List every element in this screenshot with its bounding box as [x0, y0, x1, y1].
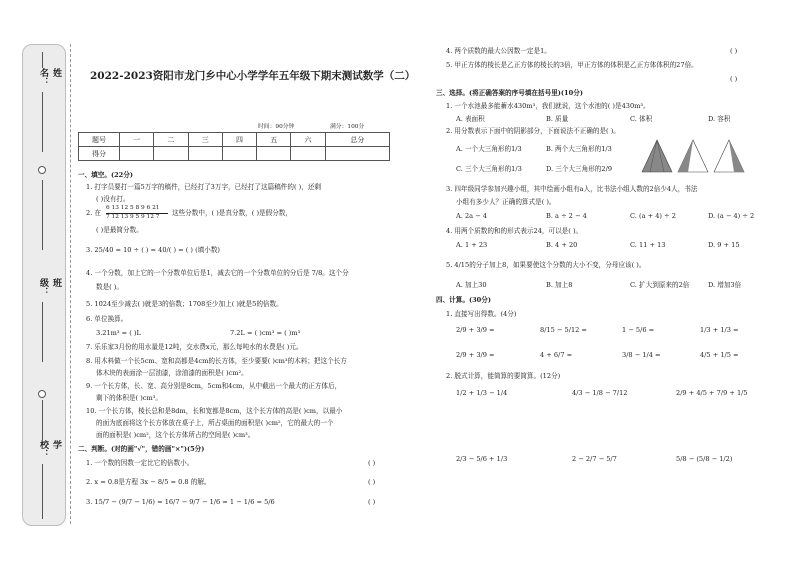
- question-4-cont: 数是( )。: [96, 283, 124, 291]
- choice-1-option-d[interactable]: D. 容积: [708, 115, 731, 123]
- score-header: 一: [120, 133, 154, 147]
- score-header: 四: [222, 133, 256, 147]
- calc-1-item: 8/15 − 5/12 =: [540, 326, 587, 334]
- question-10-cont: 的面为底面将这个长方体放在桌子上，所占桌面的面积是( )cm²，它的最大的一个: [96, 419, 334, 427]
- score-cell[interactable]: [188, 147, 222, 161]
- question-6a: 3.21m³ = ( )L: [96, 329, 141, 337]
- score-table: [78, 132, 390, 161]
- judge-3-answer[interactable]: ( ): [368, 498, 376, 506]
- question-2-prefix: 2. 在: [86, 209, 101, 217]
- choice-5: 5. 4/15的分子加上8，如果要使这个分数的大小不变，分母应该( )。: [446, 261, 646, 269]
- choice-2: 2. 用分数表示下面中的阴影部分，下面说法不正确的是( )。: [446, 127, 620, 135]
- question-6: 6. 单位换算。: [86, 315, 128, 323]
- choice-4-option-a[interactable]: A. 1 + 23: [456, 241, 488, 249]
- calc-1-item: 2/9 + 3/9 =: [456, 351, 495, 359]
- choice-2-option-c[interactable]: C. 三个大三角形的1/3: [456, 165, 522, 173]
- score-cell[interactable]: [154, 147, 188, 161]
- school-label: 学校：: [38, 440, 61, 458]
- score-cell[interactable]: [120, 147, 154, 161]
- score-header: 题号: [79, 133, 120, 147]
- section-calc-heading: 四、计算。(30分): [436, 296, 491, 304]
- choice-5-option-b[interactable]: B. 加上8: [546, 281, 573, 289]
- cut-line: [70, 44, 71, 524]
- calc-1-item: 1 − 5/6 =: [622, 326, 655, 334]
- score-cell[interactable]: [291, 147, 325, 161]
- choice-3-option-a[interactable]: A. 2a − 4: [456, 212, 487, 220]
- calc-2-item: 2/9 + 4/5 + 7/9 + 1/5: [676, 389, 748, 397]
- judge-5: 5. 甲正方体的棱长是乙正方体的棱长的3倍，甲正方体的体积是乙正方体体积的27倍。: [446, 61, 698, 69]
- choice-3-cont: 小组有多少人？正确的算式是( )。: [456, 198, 556, 206]
- judge-1: 1. 一个数的因数一定比它的倍数小。: [86, 459, 194, 467]
- calc-1: 1. 直接写出得数。(4分): [446, 310, 517, 318]
- name-field-line[interactable]: [42, 92, 43, 152]
- question-2-denominators: 7 12 13 9 5 9 12 7: [106, 214, 160, 220]
- class-field-line[interactable]: [42, 302, 43, 362]
- score-header: 五: [257, 133, 291, 147]
- question-3: 3. 25/40 = 10 ÷ ( ) = 40/( ) = ( ) (填小数): [86, 246, 221, 254]
- score-cell[interactable]: [257, 147, 291, 161]
- strip-line: [42, 400, 43, 440]
- score-header: 三: [188, 133, 222, 147]
- strip-line: [42, 180, 43, 250]
- score-row: [79, 147, 390, 161]
- question-9-cont: 剩下的体积是( )cm³。: [96, 394, 162, 402]
- page-title: 2022-2023资阳市龙门乡中心小学学年五年级下期末测试数学（二）: [90, 70, 416, 82]
- score-header: 总分: [325, 133, 389, 147]
- choice-1-option-c[interactable]: C. 体积: [630, 115, 653, 123]
- choice-3-option-d[interactable]: D. (a − 4) ÷ 2: [708, 212, 755, 220]
- score-cell[interactable]: [325, 147, 389, 161]
- score-header: 六: [291, 133, 325, 147]
- question-2-cont: ( )是最简分数。: [96, 226, 143, 234]
- calc-2-item: 5/8 − (5/8 − 1/2): [676, 455, 733, 463]
- question-1: 1. 打字员要打一篇5万字的稿件，已经打了3万字，已经打了这篇稿件的( )，还剩: [86, 183, 322, 191]
- choice-5-option-d[interactable]: D. 增加3倍: [708, 281, 742, 289]
- judge-1-answer[interactable]: ( ): [368, 459, 376, 467]
- question-7: 7. 乐乐家3月份的用水量是12吨，交水费x元，那么每吨水的水费是( )元。: [86, 343, 303, 351]
- binding-hole: [38, 166, 46, 174]
- choice-3-option-c[interactable]: C. (a + 4) ÷ 2: [630, 212, 676, 220]
- judge-2-answer[interactable]: ( ): [368, 478, 376, 486]
- score-cell[interactable]: [222, 147, 256, 161]
- calc-2-item: 1/2 + 1/3 − 1/4: [456, 389, 508, 397]
- choice-2-option-a[interactable]: A. 一个大三角形的1/3: [456, 145, 522, 153]
- question-8-cont: 体木块的表面涂一层油漆，涂油漆的面积是( )cm²。: [96, 369, 248, 377]
- judge-4: 4. 两个质数的最大公因数一定是1。: [446, 47, 551, 55]
- choice-1-option-a[interactable]: A. 表面积: [456, 115, 485, 123]
- shaded-triangle: [642, 140, 672, 172]
- calc-2-item: 4/3 − 1/8 − 7/12: [572, 389, 628, 397]
- question-10-cont2: 面的面积是( )cm²，这个长方体所占的空间是( )cm³。: [96, 431, 255, 439]
- calc-1-item: 4/5 + 1/5 =: [700, 351, 739, 359]
- choice-5-option-c[interactable]: C. 扩大到原来的2倍: [630, 281, 690, 289]
- section-choice-heading: 三、选择。(将正确答案的序号填在括号里)(10分): [436, 89, 583, 97]
- choice-4-option-d[interactable]: D. 9 + 15: [708, 241, 740, 249]
- choice-2-option-d[interactable]: D. 三个大三角形的2/9: [546, 165, 613, 173]
- judge-3: 3. 15/7 − (9/7 − 1/6) = 16/7 − 9/7 − 1/6 = 1 − 1/6 = 5/6: [86, 498, 275, 506]
- time-limit: 时间：90分钟: [258, 124, 295, 130]
- triangles-figure: [640, 138, 750, 174]
- choice-3-option-b[interactable]: B. a ÷ 2 − 4: [546, 212, 587, 220]
- choice-1: 1. 一个水池最多能蓄水430m³，我们就说，这个水池的( )是430m³。: [446, 102, 650, 110]
- choice-3: 3. 四年级同学参加兴趣小组，其中绘画小组有a人，比书法小组人数的2倍少4人，书法: [446, 185, 698, 193]
- calc-2-item: 2 − 2/7 − 5/7: [572, 455, 617, 463]
- question-4: 4. 一个分数，加上它的一个分数单位后是1，减去它的一个分数单位的分后是 7/8。这个分: [86, 269, 349, 277]
- question-6b: 7.2L = ( )cm³ = ( )m³: [230, 329, 301, 337]
- question-9: 9. 一个长方体，长、宽、高分别是8cm，5cm和4cm，从中截出一个最大的正方体后，: [86, 382, 342, 390]
- choice-4-option-b[interactable]: B. 4 + 20: [546, 241, 578, 249]
- calc-1-item: 3/8 − 1/4 =: [622, 351, 661, 359]
- name-label: 姓名：: [38, 68, 61, 86]
- question-10: 10. 一个长方体，棱长总和是8dm，长和宽都是8cm，这个长方体的高是( )cm，以最小: [86, 407, 343, 415]
- calc-2-item: 2/3 − 5/6 + 1/3: [456, 455, 508, 463]
- calc-1-item: 2/9 + 3/9 =: [456, 326, 495, 334]
- score-header-row: [79, 133, 390, 147]
- judge-5-answer[interactable]: ( ): [730, 75, 738, 83]
- choice-4: 4. 用两个质数的和的形式表示24，可以是( )。: [446, 227, 583, 235]
- school-field-line[interactable]: [42, 464, 43, 519]
- binding-hole: [38, 390, 46, 398]
- question-8: 8. 用木料做一个长5cm、宽和高都是4cm的长方体，至少要要( )cm³的木料；把这个长方: [86, 357, 347, 365]
- question-1-cont: ( )没有打。: [96, 195, 130, 203]
- class-label: 班级：: [38, 278, 61, 296]
- section-judge-heading: 二、判断。(对的画"√"，错的画"×")(5分): [78, 445, 205, 453]
- choice-4-option-c[interactable]: C. 11 + 13: [630, 241, 666, 249]
- calc-1-item: 1/3 + 1/3 =: [700, 326, 739, 334]
- calc-1-item: 4 + 6/7 =: [540, 351, 573, 359]
- choice-5-option-a[interactable]: A. 加上30: [456, 281, 487, 289]
- judge-4-answer[interactable]: ( ): [730, 47, 738, 55]
- question-5: 5. 1024至少减去( )就是3的倍数；1708至少加上( )就是5的倍数。: [86, 300, 283, 308]
- question-2: 这些分数中，( )是真分数，( )是假分数，: [172, 209, 292, 217]
- question-2-numerators: 6 13 12 5 8 9 6 21: [106, 205, 160, 211]
- full-score: 满分：100分: [330, 124, 365, 130]
- choice-1-option-b[interactable]: B. 质量: [546, 115, 569, 123]
- strip-line: [42, 52, 43, 68]
- calc-2: 2. 脱式计算，能简算的要简算。(12分): [446, 372, 561, 380]
- section-fill-heading: 一、填空。(22分): [78, 171, 133, 179]
- judge-2: 2. x = 0.8是方程 3x − 8/5 = 0.8 的解。: [86, 478, 211, 486]
- score-row-label: 得分: [79, 147, 120, 161]
- choice-2-option-b[interactable]: B. 两个大三角形的1/3: [546, 145, 612, 153]
- score-header: 二: [154, 133, 188, 147]
